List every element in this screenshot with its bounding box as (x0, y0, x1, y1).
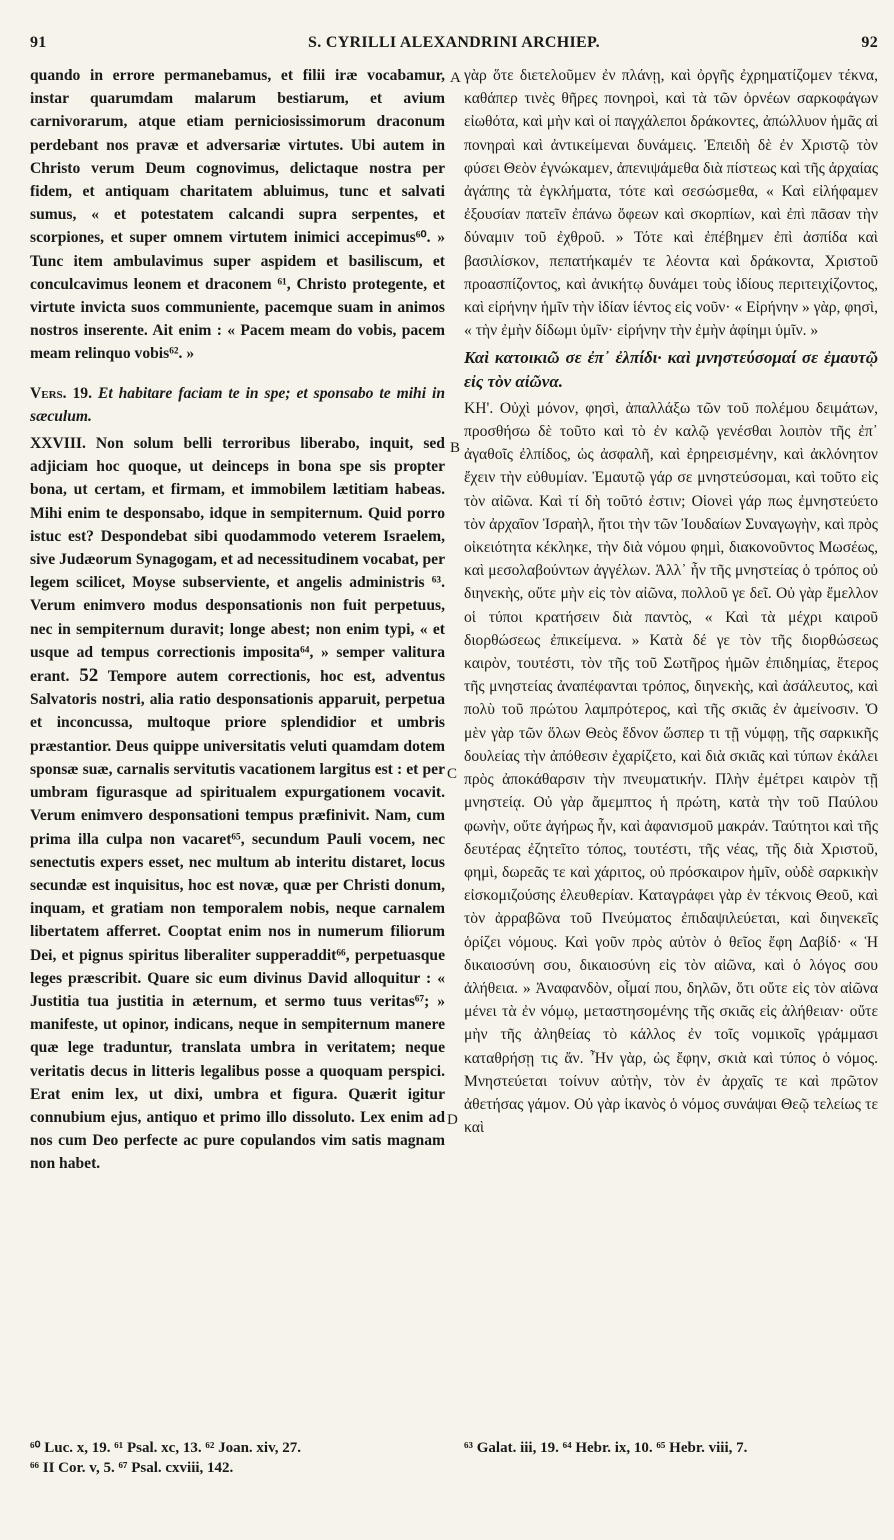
page-number-left: 91 (30, 34, 47, 51)
latin-paragraph-2 (30, 432, 445, 1176)
footnotes-left (30, 1438, 450, 1478)
latin-paragraph-2b: Tempore autem correctionis, hoc est, adventus Salvatoris nostri, alia ratio desponsationis apparuit, perpetua et inconcussa, multoque priore splendidior et umbris præstantior. Deus quippe universitatis veluti quamdam dotem sponsæ suæ, carnalis servitutis vacationem largitus est : et per umbram figurasque ad spiritualem expurgationem vocavit. Verum enimvero desponsationi tempus præfinivit. Nam, cum prima illa culpa non vacaret⁶⁵, secundum Pauli vocem, nec senectutis expers esset, nec multum ab interitu distaret, locus secundæ est inquisitus, hoc est novæ, quæ per Christi donum, inquam, et gratiam non temporalem nobis, neque carnalem libertatem afferret. Cooptat enim nos in numerum filiorum Dei, et pignus spiritus liberaliter supperaddit⁶⁶, perpetuasque leges præscribit. Quare sic eum divinus David alloquitur : « Justitia tua justitia in æternum, et sermo tuus veritas⁶⁷; » manifeste, ut opinor, indicans, neque in sempiternum manere quæ lege traduntur, translata umbra in veritatem; neque veritatis decus in litteris legalibus posse a quoquam perspici. Erat enim lex, ut dixi, umbra et figura. Quærit igitur connubium ejus, antiquo et primo illo dissoluto. Lex enim ad nos cum Deo perfecte ac pure copulandos vim satis magnam non habet. (30, 668, 445, 1173)
greek-paragraph-2 (464, 397, 878, 1140)
greek-chapter-number: ΚΗ'. (464, 399, 494, 417)
footnotes (30, 1438, 878, 1498)
greek-paragraph-1: γὰρ ὅτε διετελοῦμεν ἐν πλάνῃ, καὶ ὀργῆς ἐχρηματίζομεν τέκνα, καθάπερ τινὲς θῆρες πονηροὶ, καὶ τὰ τῶν ὀρνέων σαρκοφάγων εἰωθότα, καὶ μὴν καὶ οἱ παγχάλεποι δράκοντες, ἀπώλλυον ἡμᾶς αἱ πονηραὶ καὶ ἀντικείμεναι δυνάμεις. Ἐπειδὴ δὲ ἐν Χριστῷ τὸν φύσει Θεὸν ἐγνώκαμεν, ἀπενιψάμεθα διὰ πίστεως καὶ τῆς ἀρχαίας ἀγάπης τὰ ἐγκλήματα, τότε καὶ σεσώσμεθα, « Καὶ εἰλήφαμεν ἐξουσίαν πατεῖν ἐπάνω ὄφεων καὶ σκορπίων, καὶ ἐπὶ πᾶσαν τὴν δύναμιν τοῦ ἐχθροῦ. » Τότε καὶ ἐπέβημεν ἐπὶ ἀσπίδα καὶ βασιλίσκον, πεπατήκαμέν τε λέοντα καὶ δράκοντα, Χριστοῦ προασπίζοντος, καὶ ἀνικήτῳ δυνάμει τοὺς ἰδίους περιτειχίζοντος, καὶ εἰρήνην ἡμῖν τὴν ἰδίαν ἱέντος εἰς νοῦν· « Εἰρήνην » γὰρ, φησὶ, « τὴν ἐμὴν δίδωμι ὑμῖν· εἰρήνην τὴν ἐμὴν ἀφίημι ὑμῖν. » (464, 67, 878, 340)
greek-column (464, 64, 878, 1424)
latin-column (30, 64, 445, 1424)
latin-verse-text: Et habitare faciam te in spe; et sponsabo te mihi in sæculum. (30, 384, 445, 425)
greek-verse-text: Καὶ κατοικιῶ σε ἐπ᾽ ἐλπίδι· καὶ μνηστεύσομαί σε ἐμαυτῷ εἰς τὸν αἰῶνα. (464, 348, 878, 391)
latin-chapter-number: XXVIII. (30, 435, 86, 453)
margin-letter-d: D (447, 1112, 458, 1128)
margin-letter-c: C (447, 766, 458, 782)
latin-paragraph-1: quando in errore permanebamus, et filii iræ vocabamur, instar quarumdam malarum bestiarum, et avium carnivorarum, atque etiam perniciosissimorum draconum perdebant nos pravæ et adversariæ virtutes. Ubi autem in Christo verum Deum cognovimus, delictaque nostra per fidem, et antiquam charitatem abluimus, tunc et salvati sumus, « et potestatem calcandi supra serpentes, et scorpiones, et super omnem virtutem inimici accepimus⁶⁰. » Tunc item ambulavimus super aspidem et basiliscum, et conculcavimus leonem et draconem ⁶¹, Christo protegente, et virtute invicta suos communiente, pacemque suam in animos nostros inserente. Ait enim : « Pacem meam do vobis, pacem meam relinquo vobis⁶². » (30, 67, 445, 363)
footnote-line: ⁶⁶ II Cor. v, 5. ⁶⁷ Psal. cxviii, 142. (30, 1460, 234, 1476)
greek-verse (464, 346, 878, 392)
margin-letter-a: A (450, 70, 461, 86)
page-header (30, 34, 878, 56)
page-number-right: 92 (861, 34, 878, 51)
greek-paragraph-2-text: Οὐχὶ μόνον, φησὶ, ἀπαλλάξω τῶν τοῦ πολέμου δειμάτων, προσθήσω δὲ τοῦτο καὶ τὸ ἐν καλῷ γενέσθαι λοιπὸν τῆς ἐπ᾽ ἀγαθοῖς ἐλπίδος, ὡς ἀσφαλῆ, καὶ ἐρηρεισμένην, καὶ ἀκλόνητον ἔχειν τὴν εὐθυμίαν. Ἐμαυτῷ γάρ σε μνηστεύσομαι, καὶ τοῦτο εἰς τὸν αἰῶνα. Καὶ τί δὴ τοῦτό ἐστιν; Οἱονεὶ γάρ πως ἐμνηστεύετο τὸν ἀρχαῖον Ἰσραὴλ, ἤτοι τὴν τῶν Ἰουδαίων Συναγωγὴν, καὶ πρὸς οἰκειότητα κέκληκε, τὴν διὰ νόμου φημὶ, διακονοῦντος Μωσέως, καὶ μεσολαβούντων ἀγγέλων. Ἀλλ᾽ ἦν τῆς μνηστείας ὁ τρόπος οὐ διηνεκὴς, οὔτε μὴν εἰς τὸν αἰῶνα, πολλοῦ γε δεῖ. Οὐ γὰρ ἔμελλον οἱ τύποι κρατήσειν διὰ παντὸς, « Καὶ τὰ μέχρι καιροῦ διορθώσεως ἐπικείμενα. » Κατὰ δέ γε τὸν τῆς διορθώσεως καιρὸν, τουτέστι, τὸν τῆς τοῦ Σωτῆρος ἡμῶν ἐπιδημίας, ἕτερος τῆς μνηστείας ἀναπέφανται τρόπος, διηνεκὴς, καὶ ἀσάλευτος, καὶ πολὺ τοῦ πρώτου λαμπρότερος, καὶ τῆς σκιᾶς ἐν ἀμείνοσιν. Ὁ μὲν γὰρ τῶν ὅλων Θεὸς ἕδνον ὥσπερ τι τῇ νύμφῃ, τῆς σαρκικῆς δουλείας τὴν ἀπόθεσιν ἐχαρίζετο, καὶ διὰ σκιᾶς καὶ τύπων ἐκάλει πρὸς ἀποκάθαρσιν τὴν πνευματικήν. Πλὴν ἐμέτρει καιρὸν τῇ μνηστείᾳ. Οὐ γὰρ ἄμεμπτος ἡ πρώτη, κατὰ τὴν τοῦ Παύλου φωνὴν, οὔτε ἀγήρως ἦν, καὶ ἀφανισμοῦ μακράν. Ταύτητοι καὶ τῆς δευτέρας ἐζητεῖτο τόπος, τουτέστι, τῆς νέας, τῆς διὰ Χριστοῦ, φημὶ, δωρεᾶς τε καὶ χάριτος, οὐ πρόσκαιρον ἡμῖν, οὐδὲ σαρκικὴν εἰσκομιζούσης ἐλευθερίαν. Καταγράφει γὰρ ἐν τέκνοις Θεοῦ, καὶ τὸν ἀρραβῶνα τοῦ Πνεύματος ἐπιδαψιλεύεται, καὶ διηνεκεῖς ὁρίζει νόμους. Καὶ γοῦν πρὸς αὐτὸν ὁ θεῖος ἔφη Δαβίδ· « Ἡ δικαιοσύνη σου, δικαιοσύνη εἰς τὸν αἰῶνα, καὶ ὁ λόγος σου ἀλήθεια. » Ἀναφανδὸν, οἶμαί που, δηλῶν, ὅτι οὔτε εἰς τὸν αἰῶνα μένει τὰ ἐν νόμῳ, μεταστησομένης τῆς σκιᾶς εἰς ἀλήθειαν· οὔτε μὴν τῆς ἀληθείας τὸ κάλλος ἐν τοῖς νομικοῖς γράμμασι καταθρήσῃ τις ἄν. Ἦν γὰρ, ὡς ἔφην, σκιὰ καὶ τύπος ὁ νόμος. Μνηστεύεται τοίνυν αὐτὴν, τὸν ἐν ἀρχαῖς τε καὶ πρῶτον ἀθετήσας γάμον. Οὐ γὰρ ἱκανὸς ὁ νόμος συνάψαι Θεῷ τελείως τε καὶ (464, 399, 878, 1137)
latin-paragraph-2a: Non solum belli terroribus liberabo, inquit, sed adjiciam hoc quoque, ut deinceps in bona spe sis propter bona, ut certam, et firmam, et immobilem lætitiam habeas. Mihi enim te desponsabo, idque in sempiternum. Quid porro istuc est? Despondebat sibi quodammodo veterem Israelem, sive Judæorum Synagogam, et ad necessitudinem vocabat, per legem scilicet, Moyse subserviente, et angelis administris ⁶³. Verum enimvero modus desponsationis non fuit perpetuus, nec in sempiternum duravit; longe abest; non enim typi, « et usque ad tempus correctionis imposita⁶⁴, » semper valitura erant. (30, 435, 445, 686)
latin-verse (30, 382, 445, 428)
margin-letter-b: B (450, 440, 461, 456)
latin-verse-label: Vers. 19. (30, 384, 92, 402)
edition-page-number: 52 (79, 665, 99, 687)
footnotes-right (464, 1438, 884, 1458)
running-title: S. CYRILLI ALEXANDRINI ARCHIEP. (308, 34, 600, 51)
footnote-line: ⁶⁰ Luc. x, 19. ⁶¹ Psal. xc, 13. ⁶² Joan. xiv, 27. (30, 1440, 302, 1456)
footnote-line: ⁶³ Galat. iii, 19. ⁶⁴ Hebr. ix, 10. ⁶⁵ Hebr. viii, 7. (464, 1440, 748, 1456)
